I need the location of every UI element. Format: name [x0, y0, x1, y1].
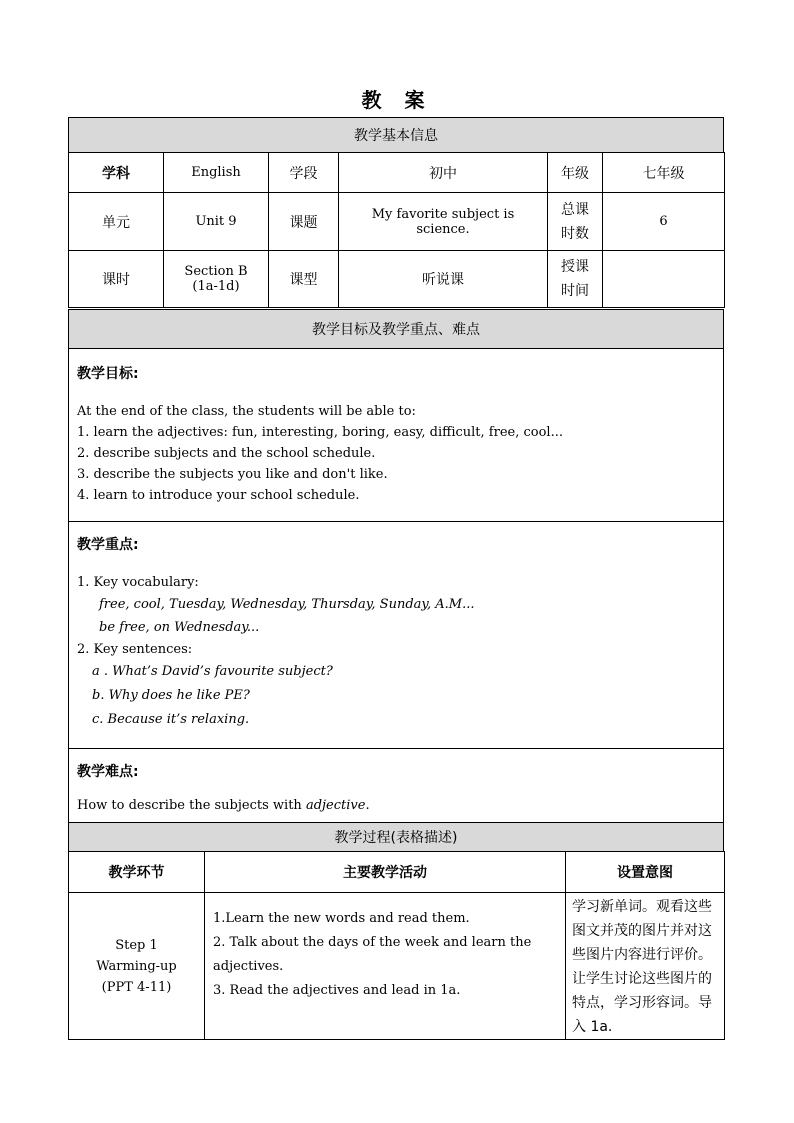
- objective-item: 4. learn to introduce your school schedule.: [77, 488, 360, 503]
- teaching-time-label-2: 时间: [561, 283, 589, 299]
- topic-label: 课题: [269, 193, 339, 251]
- objective-item: 2. describe subjects and the school schedule.: [77, 446, 376, 461]
- basic-info-header: 教学基本信息: [68, 117, 724, 152]
- objectives-section: [68, 348, 724, 521]
- col-intent-header: 设置意图: [566, 852, 725, 893]
- total-hours-label: [548, 193, 603, 251]
- topic-line-1: My favorite subject is: [371, 206, 515, 222]
- key-vocab-line: be free, on Wednesday...: [99, 620, 260, 635]
- total-hours-value: 6: [603, 193, 725, 251]
- teaching-time-label: [548, 251, 603, 308]
- period-line-2: (1a-1d): [192, 279, 240, 294]
- process-header: 教学过程(表格描述): [68, 822, 724, 851]
- topic-value: [339, 193, 548, 251]
- key-vocab-line: free, cool, Tuesday, Wednesday, Thursday, Sunday, A.M...: [99, 597, 475, 612]
- stage-value: 初中: [339, 153, 548, 193]
- difficulty-heading: 教学难点:: [77, 764, 139, 780]
- info-row-period: [69, 251, 725, 308]
- stage-label: 学段: [269, 153, 339, 193]
- activity-item: 1.Learn the new words and read them.: [213, 911, 470, 926]
- activity-item: 3. Read the adjectives and lead in 1a.: [213, 983, 461, 998]
- key-sentence: a . What’s David’s favourite subject?: [92, 664, 333, 679]
- step-line: Step 1: [115, 937, 158, 953]
- objectives-heading: 教学目标:: [77, 366, 139, 382]
- difficulty-section: [68, 748, 724, 822]
- step-line: Warming-up: [96, 958, 177, 974]
- total-hours-label-1: 总课: [561, 201, 589, 218]
- teaching-time-label-1: 授课: [561, 259, 589, 275]
- difficulty-text: [77, 795, 715, 816]
- info-row-subject: [69, 153, 725, 193]
- process-header-row: [69, 852, 725, 893]
- info-row-unit: [69, 193, 725, 251]
- objectives-intro: At the end of the class, the students will be able to:: [77, 404, 416, 419]
- col-activity-header: 主要教学活动: [205, 852, 566, 893]
- topic-line-2: science.: [416, 221, 470, 237]
- subject-value: English: [164, 153, 269, 193]
- lesson-type-value: 听说课: [339, 251, 548, 308]
- unit-value: Unit 9: [164, 193, 269, 251]
- difficulty-text-part: How to describe the subjects with: [77, 798, 306, 813]
- process-table: [68, 851, 725, 1040]
- teaching-time-value: [603, 251, 725, 308]
- intent-cell: 学习新单词。观看这些图文并茂的图片并对这些图片内容进行评价。让学生讨论这些图片的特点，学习形容词。导入 1a.: [566, 893, 725, 1040]
- step-line: (PPT 4-11): [101, 979, 172, 995]
- objective-item: 3. describe the subjects you like and don't like.: [77, 467, 388, 482]
- period-line-1: Section B: [184, 264, 248, 279]
- key-vocab-label: 1. Key vocabulary:: [77, 575, 199, 590]
- grade-value: 七年级: [603, 153, 725, 193]
- col-step-header: 教学环节: [69, 852, 205, 893]
- objective-item: 1. learn the adjectives: fun, interesting, boring, easy, difficult, free, cool...: [77, 425, 563, 440]
- difficulty-text-italic: adjective: [305, 798, 366, 813]
- key-sentence: b. Why does he like PE?: [92, 688, 250, 703]
- goals-header: 教学目标及教学重点、难点: [68, 309, 724, 348]
- period-value: [164, 251, 269, 308]
- grade-label: 年级: [548, 153, 603, 193]
- difficulty-text-end: .: [365, 798, 370, 813]
- activity-cell: [205, 893, 566, 1040]
- step-cell: [69, 893, 205, 1040]
- page-title: 教 案: [361, 88, 433, 112]
- basic-info-table: [68, 152, 725, 308]
- key-sentences-label: 2. Key sentences:: [77, 642, 193, 657]
- period-label: 课时: [69, 251, 164, 308]
- unit-label: 单元: [69, 193, 164, 251]
- subject-label: 学科: [69, 153, 164, 193]
- lesson-type-label: 课型: [269, 251, 339, 308]
- key-points-section: [68, 521, 724, 748]
- process-row: [69, 893, 725, 1040]
- key-points-heading: 教学重点:: [77, 537, 139, 553]
- activity-item: 2. Talk about the days of the week and learn the adjectives.: [213, 935, 532, 974]
- total-hours-label-2: 时数: [561, 225, 589, 242]
- key-sentence: c. Because it’s relaxing.: [92, 712, 250, 727]
